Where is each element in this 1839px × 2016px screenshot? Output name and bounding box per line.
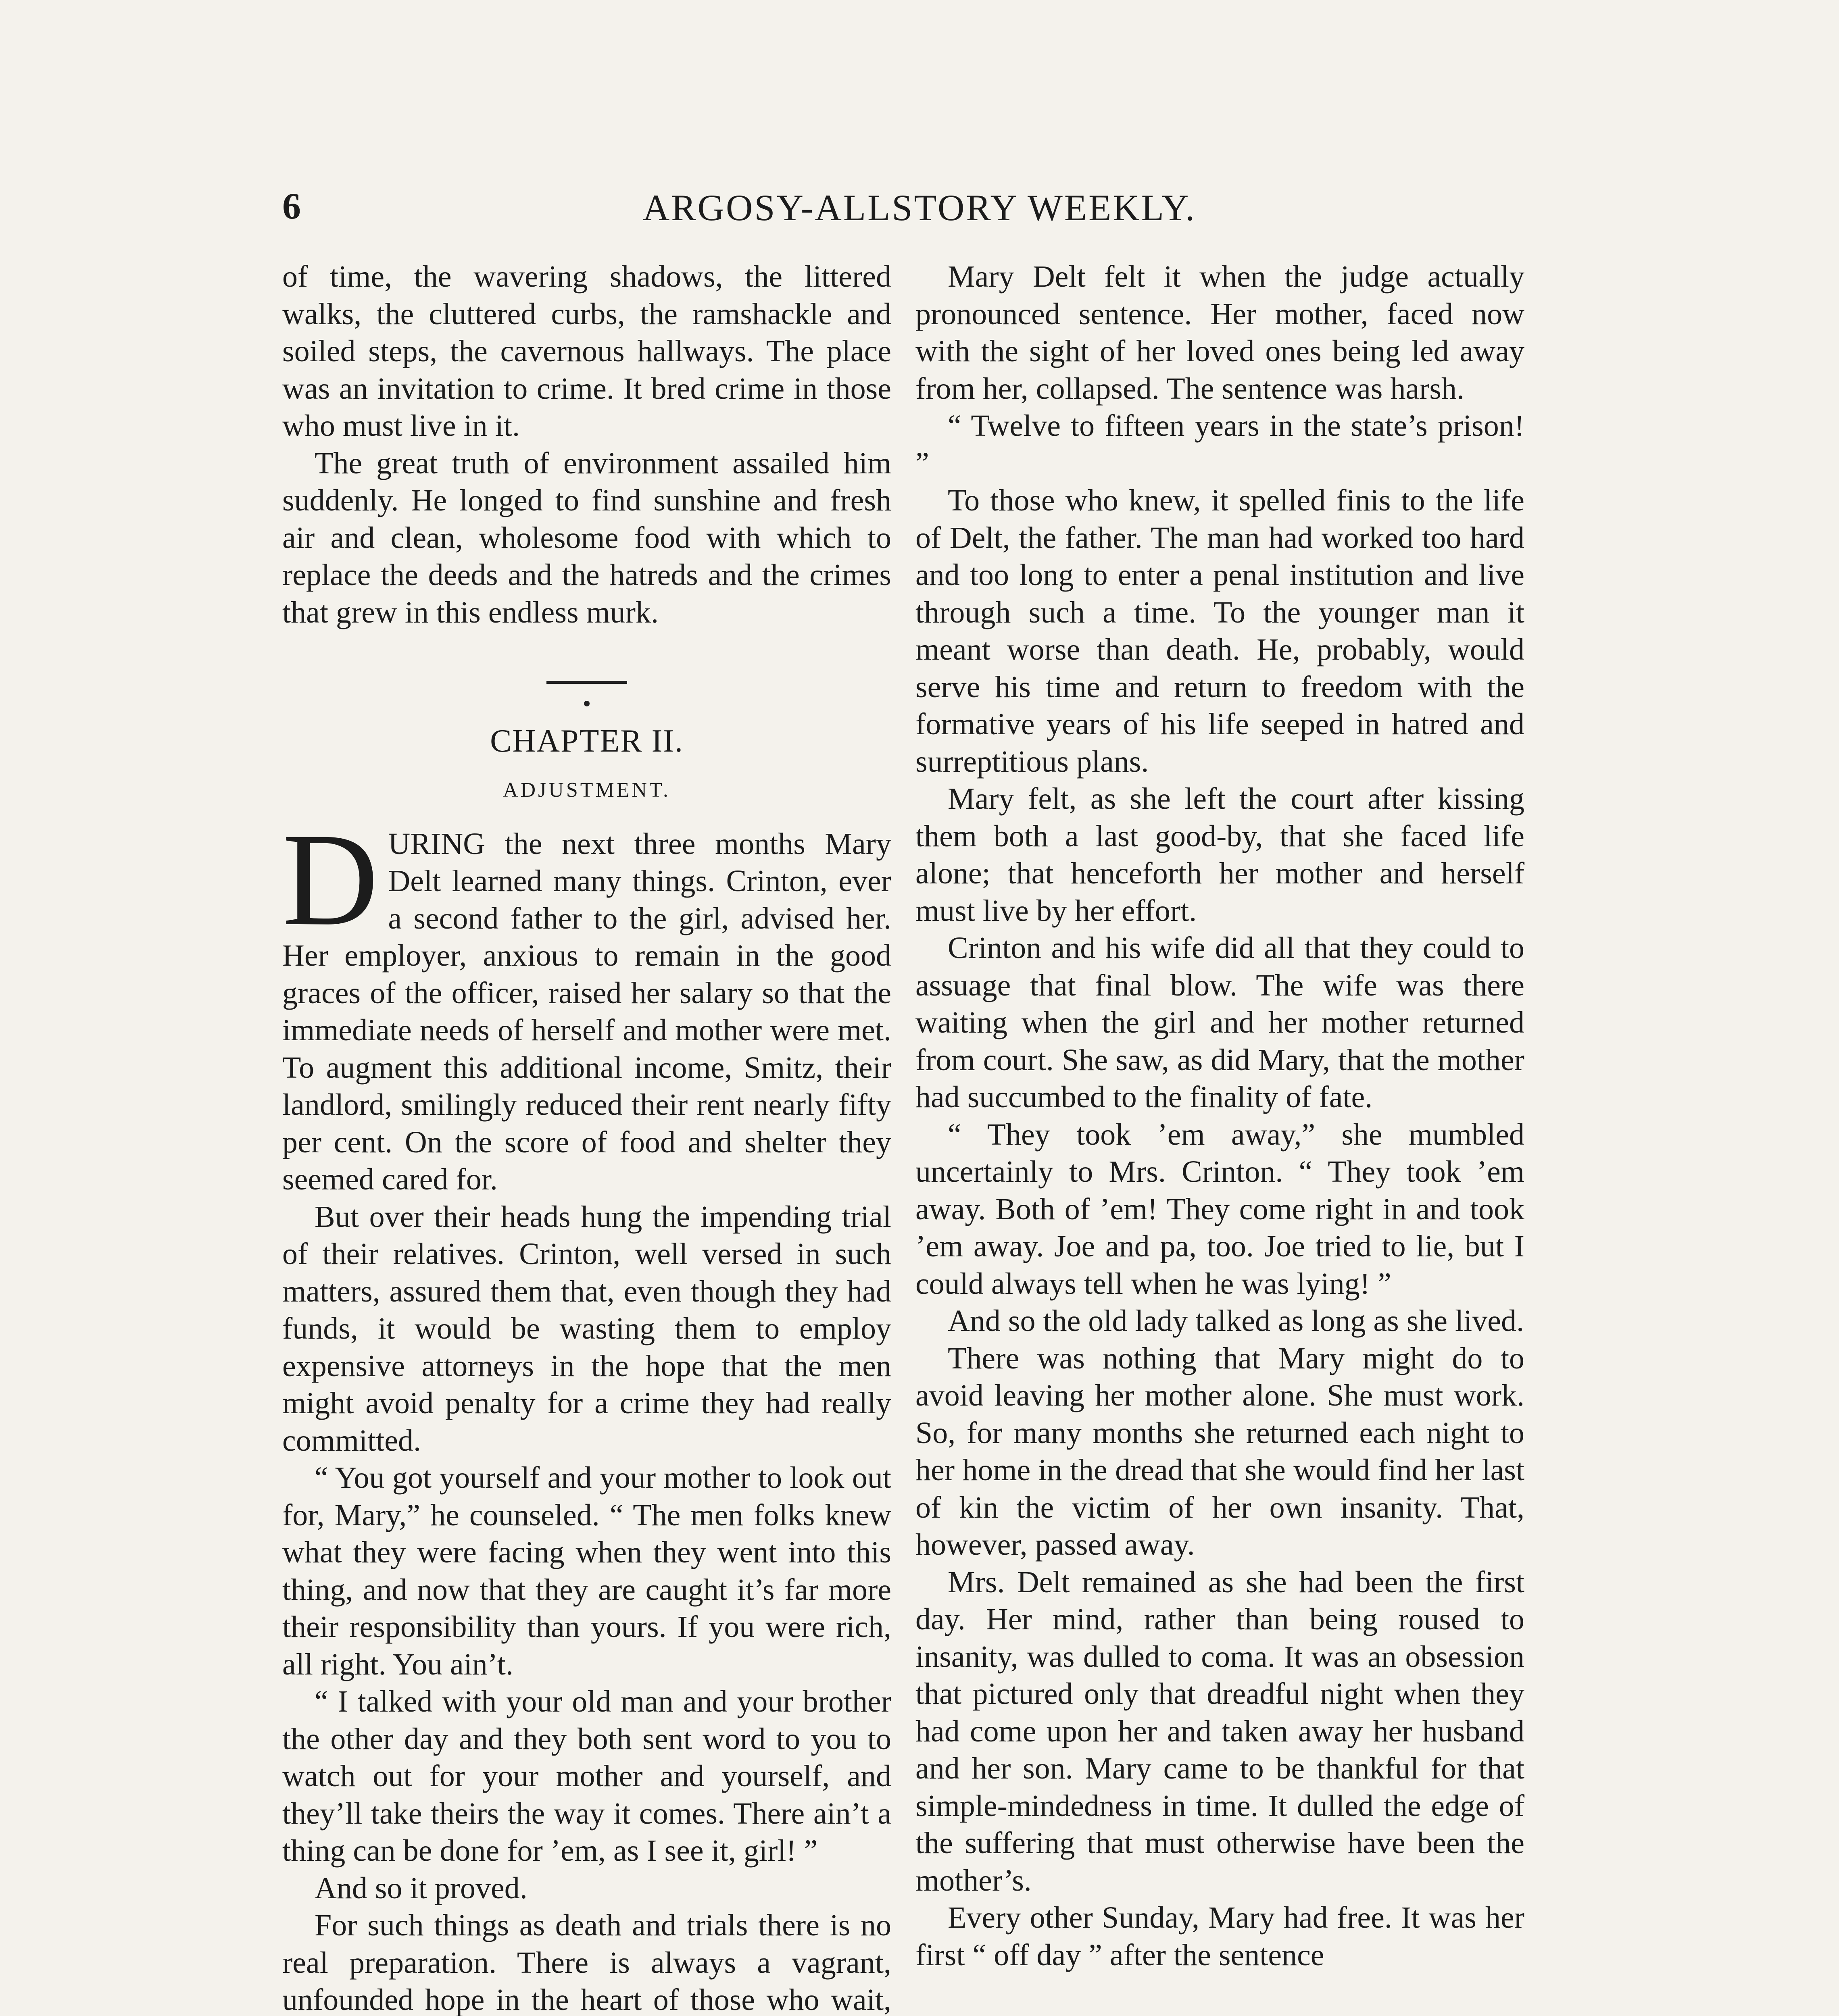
paragraph: To those who knew, it spelled finis to the life of Delt, the father. The man had worked too hard and too long to enter a penal institution and live through such a time. To the younger man it meant worse than death. He, probably, would serve his time and return to freedom with the formative years of his life seeped in hatred and surreptitious plans.	[915, 483, 1524, 779]
page-number: 6	[282, 185, 301, 227]
paragraph-with-drop-cap	[282, 806, 891, 1198]
running-head: ARGOSY-ALLSTORY WEEKLY.	[642, 187, 1197, 228]
paragraph: “ You got yourself and your mother to look out for, Mary,” he counseled. “ The men folks knew what they were facing when they went into this thing, and now that they are caught it’s far more their responsibility than yours. If you were rich, all right. You ain’t.	[282, 1461, 891, 1681]
paragraph: Crinton and his wife did all that they could to assuage that final blow. The wife was there waiting when the girl and her mother returned from court. She saw, as did Mary, that the mother had succumbed to the finality of fate.	[915, 931, 1524, 1114]
paragraph: Mrs. Delt remained as she had been the first day. Her mind, rather than being roused to insanity, was dulled to coma. It was an obsession that pictured only that dreadful night when they had come upon her and taken away her husband and her son. Mary came to be thankful for that simple-mindedness in time. It dulled the edge of the suffering that must otherwise have been the mother’s.	[915, 1565, 1524, 1897]
right-column	[915, 258, 1524, 2016]
paragraph: For such things as death and trials there is no real preparation. There is always a vagrant, unfounded hope in the heart of those who wait,	[282, 1908, 891, 2016]
paragraph: Mary Delt felt it when the judge actually pronounced sentence. Her mother, faced now with the sight of her loved ones being led away from her, collapsed. The sentence was harsh.	[915, 260, 1524, 406]
left-column	[282, 258, 891, 2016]
section-separator	[282, 655, 891, 706]
chapter-title: CHAPTER II.	[490, 723, 684, 759]
paragraph-text: URING the next three months Mary Delt learned many things. Crinton, ever a second father to the girl, advised her. Her employer, anxious to remain in the good graces of the officer, raised her salary so that the immediate needs of herself and mother were met. To augment this additional income, Smitz, their landlord, smilingly reduced their rent nearly fifty per cent. On the score of food and shelter they seemed cared for.	[282, 827, 891, 1196]
paragraph: And so the old lady talked as long as she lived.	[948, 1304, 1524, 1338]
paragraph: “ Twelve to fifteen years in the state’s prison! ”	[915, 409, 1524, 480]
paragraph: Every other Sunday, Mary had free. It was her first “ off day ” after the sentence	[915, 1901, 1524, 1972]
paragraph: “ I talked with your old man and your brother the other day and they both sent word to you to watch out for your mother and yourself, and they’ll take theirs the way it comes. There ain’t a thing can be done for ’em, as I see it, girl! ”	[282, 1685, 891, 1868]
chapter-subtitle: ADJUSTMENT.	[502, 779, 671, 802]
paragraph: There was nothing that Mary might do to avoid leaving her mother alone. She must work. So, for many months she returned each night to her home in the dread that she would find her last of kin the victim of her own insanity. That, however, passed away.	[915, 1341, 1524, 1562]
paragraph: And so it proved.	[315, 1871, 528, 1905]
paragraph: “ They took ’em away,” she mumbled uncertainly to Mrs. Crinton. “ They took ’em away. Both of ’em! They come right in and took ’em away. Joe and pa, too. Joe tried to lie, but I could always tell when he was lying! ”	[915, 1117, 1524, 1301]
drop-cap: D	[282, 806, 379, 953]
paragraph: But over their heads hung the impending trial of their relatives. Crinton, well versed in such matters, assured them that, even though they had funds, it would be wasting them to employ expensive attorneys in the hope that the men might avoid penalty for a crime they had really committed.	[282, 1200, 891, 1458]
paragraph: The great truth of environment assailed him suddenly. He longed to find sunshine and fresh air and clean, wholesome food with which to replace the deeds and the hatreds and the crimes that grew in this endless murk.	[282, 446, 891, 629]
paragraph: of time, the wavering shadows, the littered walks, the cluttered curbs, the ramshackle and soiled steps, the cavernous hallways. The place was an invitation to crime. It bred crime in those who must live in it.	[282, 260, 891, 443]
paragraph: Mary felt, as she left the court after kissing them both a last good-by, that she faced life alone; that henceforth her mother and herself must live by her effort.	[915, 782, 1524, 928]
